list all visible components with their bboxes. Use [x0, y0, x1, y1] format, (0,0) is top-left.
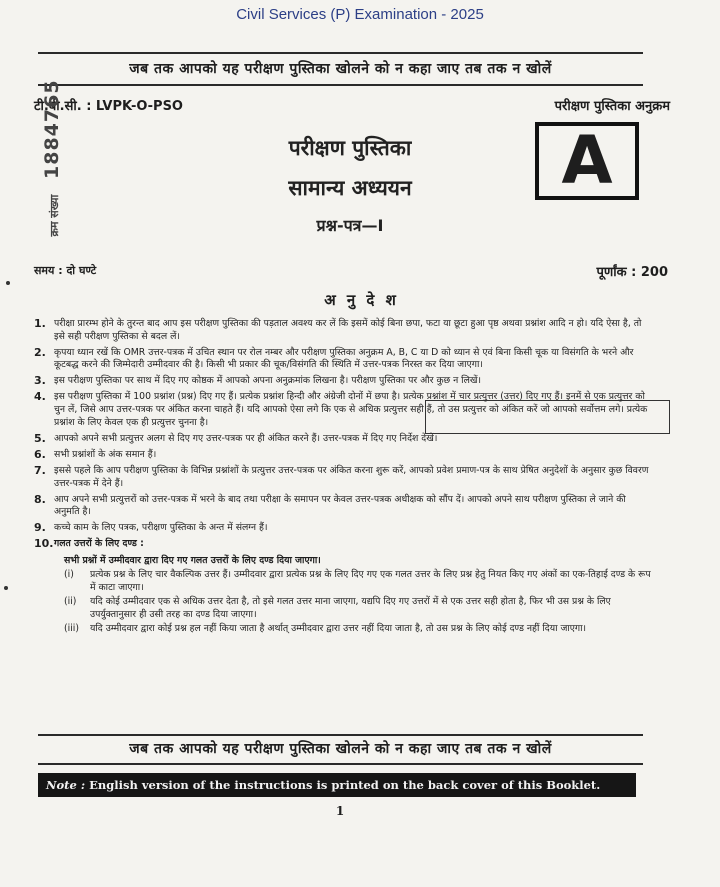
penalty-intro: सभी प्रश्नों में उम्मीदवार द्वारा दिए गए गलत उत्तरों के लिए दण्ड दिया जाएगा। [64, 554, 321, 566]
instruction-number: 5. [34, 431, 46, 445]
instruction-number: 6. [34, 447, 46, 461]
bottom-warning-banner: जब तक आपको यह परीक्षण पुस्तिका खोलने को न कहा जाए तब तक न खोलें [129, 741, 552, 757]
series-letter-box [535, 122, 639, 200]
top-warning-banner: जब तक आपको यह परीक्षण पुस्तिका खोलने को न कहा जाए तब तक न खोलें [129, 61, 552, 77]
instructions-list [34, 318, 654, 638]
instruction-number: 8. [34, 492, 46, 506]
instruction-text: इस परीक्षण पुस्तिका पर साथ में दिए गए कोष्ठक में आपको अपना अनुक्रमांक लिखना है। परीक्षण पुस्तिका पर और कुछ न लिखें। [54, 375, 482, 387]
page-number: 1 [335, 804, 345, 818]
english-note-bar [38, 773, 636, 797]
instruction-number: 7. [34, 463, 46, 477]
instruction-item [34, 522, 654, 535]
serial-label: क्रम संख्या [48, 194, 61, 237]
paper-title: प्रश्न-पत्र—I [316, 216, 384, 235]
penalty-title: गलत उत्तरों के लिए दण्ड : [54, 538, 144, 550]
instruction-text: परीक्षा प्रारम्भ होने के तुरन्त बाद आप इस परीक्षण पुस्तिका की पड़ताल अवश्य कर लें कि इसमें कोई बिना छपा, फटा या छूटा हुआ पृष्ठ अथवा प्रश्नांश आदि न हो। यदि ऐसा है, तो इसे सही परीक्षण पुस्तिका से बदल लें। [54, 318, 642, 342]
instruction-number: 1. [34, 317, 46, 330]
instruction-text: कच्चे काम के लिए पत्रक, परीक्षण पुस्तिका के अन्त में संलग्न हैं। [54, 522, 268, 534]
instruction-number: 3. [34, 374, 46, 388]
penalty-sub-item [64, 569, 654, 594]
penalty-sub-number: (i) [64, 569, 74, 581]
tbc-code: टी.बी.सी. : LVPK-O-PSO [34, 99, 183, 114]
note-label: Note : [46, 778, 86, 792]
serial-number-block [41, 79, 63, 236]
penalty-sub-text: यदि उम्मीदवार द्वारा कोई प्रश्न हल नहीं किया जाता है अर्थात् उम्मीदवार द्वारा उत्तर नहीं दिया जाता है, तो उस प्रश्न के लिए कोई दण्ड नहीं दिया जाएगा। [90, 623, 587, 635]
instruction-text: इससे पहले कि आप परीक्षण पुस्तिका के विभिन्न प्रश्नांशों के प्रत्युत्तर उत्तर-पत्रक पर अंकित करना शुरू करें, आपको प्रवेश प्रमाण-पत्र के साथ प्रेषित अनुदेशों के अनुसार कुछ विवरण उत्तर-पत्रक में देने हैं। [54, 464, 649, 489]
penalty-sub-item [64, 623, 654, 636]
penalty-sub-number: (ii) [64, 596, 77, 608]
instruction-text: इस परीक्षण पुस्तिका में 100 प्रश्नांश (प्रश्न) दिए गए हैं। प्रत्येक प्रश्नांश हिन्दी और अंग्रेजी दोनों में छपा है। प्रत्येक प्रश्नांश में चार प्रत्युत्तर (उत्तर) दिए गए हैं। इनमें से एक प्रत्युत्तर को चुन लें, जिसे आप उत्तर-पत्रक पर अंकित करना चाहते हैं। यदि आपको ऐसा लगे कि एक से अधिक प्रत्युत्तर सही हैं, तो उस प्रत्युत्तर को अंकित करें जो आपको सर्वोत्तम लगे। प्रत्येक प्रश्नांश के लिए केवल एक ही प्रत्युत्तर चुनना है। [54, 391, 648, 428]
instruction-text: आप अपने सभी प्रत्युत्तरों को उत्तर-पत्रक में भरने के बाद तथा परीक्षा के समापन पर केवल उत्तर-पत्रक अधीक्षक को सौंप दें। आपको अपने साथ परीक्षण पुस्तिका ले जाने की अनुमति है। [54, 493, 626, 518]
note-text: English version of the instructions is printed on the back cover of this Booklet. [89, 778, 601, 792]
instruction-text: कृपया ध्यान रखें कि OMR उत्तर-पत्रक में उचित स्थान पर रोल नम्बर और परीक्षण पुस्तिका अनुक्रम A, B, C या D को ध्यान से एवं बिना किसी चूक या विसंगति के भरने और कूटबद्ध करने की जिम्मेदारी उम्मीदवार की है। किसी भी प्रकार की चूक/विसंगति की स्थिति में उत्तर-पत्रक निरस्त कर दिया जाएगा। [54, 346, 634, 371]
penalty-sub-number: (iii) [64, 623, 80, 635]
instructions-heading: अ नु दे श [324, 291, 396, 309]
instruction-item [34, 433, 654, 446]
series-label: परीक्षण पुस्तिका अनुक्रम [554, 99, 670, 114]
instruction-text: सभी प्रश्नांशों के अंक समान हैं। [54, 448, 157, 460]
instruction-number: 4. [34, 390, 46, 404]
instruction-item [34, 465, 654, 490]
instruction-item-penalty [34, 538, 654, 551]
bottom-rule [38, 734, 643, 736]
instruction-number: 10. [34, 537, 54, 551]
instruction-item [34, 375, 654, 388]
serial-number: 1884765 [41, 79, 63, 179]
bottom-rule-lower [38, 763, 643, 765]
subject-title: सामान्य अध्ययन [288, 176, 412, 200]
series-letter: A [561, 122, 613, 199]
time-allowed: समय : दो घण्टे [34, 264, 97, 277]
penalty-sub-item [64, 596, 654, 621]
booklet-title: परीक्षण पुस्तिका [288, 136, 412, 160]
instruction-item [34, 318, 654, 343]
penalty-sub-text: यदि कोई उम्मीदवार एक से अधिक उत्तर देता है, तो इसे गलत उत्तर माना जाएगा, यद्यपि दिए गए उत्तरों में से एक उत्तर सही होता है, फिर भी उस प्रश्न के लिए उपर्युक्तानुसार ही उसी तरह का दण्ड दिया जाएगा। [90, 596, 611, 620]
instruction-number: 2. [34, 345, 46, 359]
exam-title: Civil Services (P) Examination - 2025 [236, 6, 484, 23]
scan-dot [4, 586, 8, 590]
top-rule [38, 52, 643, 54]
scan-dot [6, 281, 10, 285]
roll-number-box[interactable] [425, 400, 670, 434]
max-marks: पूर्णांक : 200 [596, 265, 668, 280]
penalty-sub-text: प्रत्येक प्रश्न के लिए चार वैकल्पिक उत्तर हैं। उम्मीदवार द्वारा प्रत्येक प्रश्न के लिए दिए गए एक गलत उत्तर के लिए प्रश्न हेतु नियत किए गए अंकों का एक-तिहाई दण्ड के रूप में काटा जाएगा। [90, 569, 651, 593]
instruction-item [34, 449, 654, 462]
instruction-number: 9. [34, 521, 46, 535]
instruction-item [34, 347, 654, 372]
instruction-item [34, 494, 654, 519]
top-rule-lower [38, 84, 643, 86]
instruction-text: आपको अपने सभी प्रत्युत्तर अलग से दिए गए उत्तर-पत्रक पर ही अंकित करने हैं। उत्तर-पत्रक में दिए गए निर्देश देखें। [54, 432, 438, 444]
